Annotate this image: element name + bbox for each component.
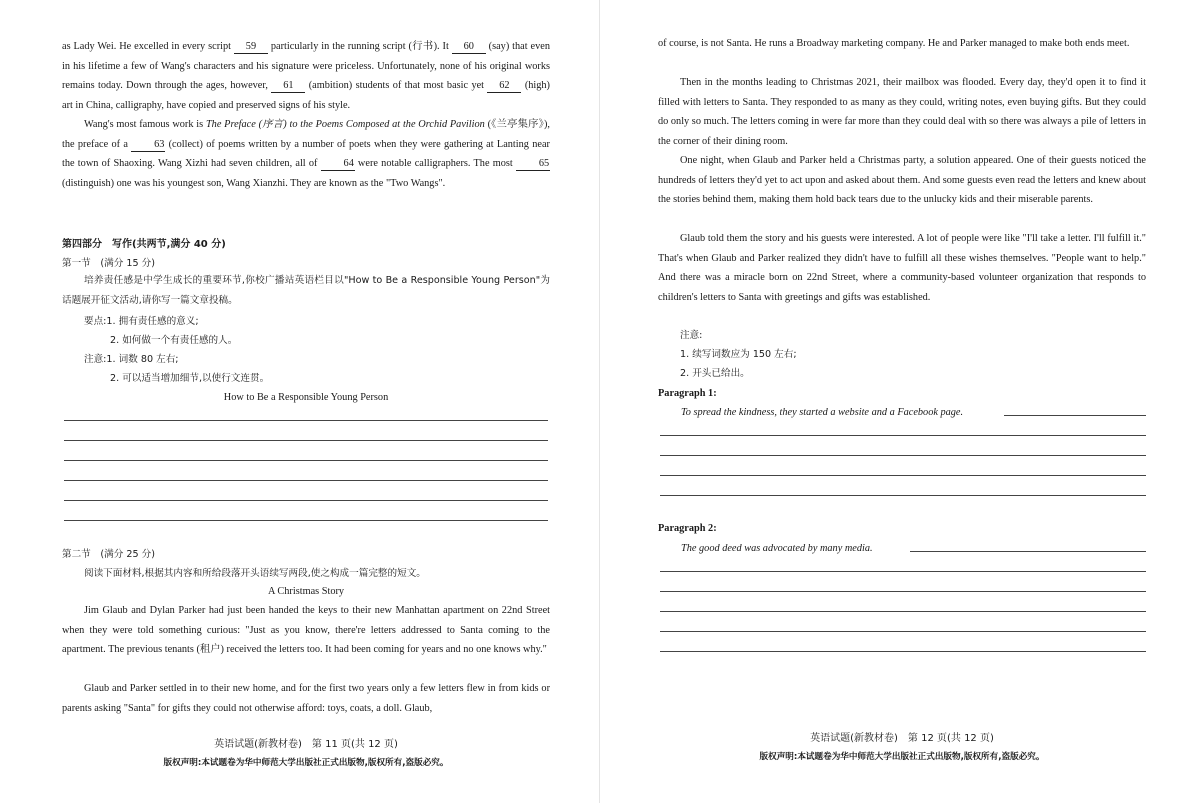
paragraph-1-label: Paragraph 1:	[658, 388, 717, 399]
blank-64[interactable]: 64	[321, 157, 355, 171]
writing-line[interactable]	[660, 475, 1146, 476]
writing-line[interactable]	[64, 520, 548, 521]
essay-title: How to Be a Responsible Young Person	[223, 392, 389, 403]
story-paragraph-3: Then in the months leading to Christmas 2021, their mailbox was flooded. Every day, they'd open it to find it filled with letters to Santa. They responded to as many as they could, writing notes, even buying gifts. But they could do only so much. The letters coming in were far more than they could deal with so there was always a pile of letters in the corner of their dining room.	[658, 77, 1146, 147]
page-footer-right: 英语试题(新教材卷) 第 12 页(共 12 页)	[810, 733, 994, 744]
blank-65[interactable]: 65	[516, 157, 550, 171]
writing-line[interactable]	[1004, 415, 1146, 416]
writing-line[interactable]	[64, 480, 548, 481]
story-paragraph-4: One night, when Glaub and Parker held a Christmas party, a solution appeared. One of their guests noticed the hundreds of letters they'd yet to act upon and asked about them. And some guests even read the letters and knew about the stories behind them, making them hold back tears due to the unlucky kids and their miserable parents.	[658, 155, 1146, 205]
notes-2: 2. 可以适当增加细节,以使行文连贯。	[110, 373, 270, 384]
passage-paragraph-1: as Lady Wei. He excelled in every script 59 particularly in the running script (行书). It 60 (say) that even in his lifetime a few of Wang's characters and his signature were priceless. Unfortunately, none of his original works remains today. Down through the ages, however, 61 (ambition) students of that most basic yet 62 (high) art in China, calligraphy, have copied and preserved signs of his style.	[62, 41, 550, 111]
section2-prompt: 阅读下面材料,根据其内容和所给段落开头语续写两段,使之构成一篇完整的短文。	[84, 568, 426, 579]
page-footer-left: 英语试题(新教材卷) 第 11 页(共 12 页)	[214, 739, 398, 750]
section1-heading: 第一节 (满分 15 分)	[62, 258, 155, 269]
writing-line[interactable]	[64, 500, 548, 501]
story-paragraph-2-continued: of course, is not Santa. He runs a Broadway marketing company. He and Parker managed to make both ends meet.	[658, 38, 1130, 49]
writing-line[interactable]	[660, 495, 1146, 496]
writing-line[interactable]	[660, 435, 1146, 436]
writing-line[interactable]	[660, 631, 1146, 632]
writing-line[interactable]	[910, 551, 1146, 552]
notes-2: 2. 开头已给出。	[680, 368, 750, 379]
blank-63[interactable]: 63	[131, 138, 165, 152]
blank-59[interactable]: 59	[234, 40, 268, 54]
page-divider	[599, 0, 600, 803]
blank-61[interactable]: 61	[271, 79, 305, 93]
writing-line[interactable]	[64, 440, 548, 441]
paragraph-2-start: The good deed was advocated by many media.	[681, 543, 873, 554]
blank-62[interactable]: 62	[487, 79, 521, 93]
notes-label: 注意:	[680, 330, 703, 341]
blank-60[interactable]: 60	[452, 40, 486, 54]
writing-line[interactable]	[660, 455, 1146, 456]
points-2: 2. 如何做一个有责任感的人。	[110, 335, 238, 346]
writing-line[interactable]	[660, 571, 1146, 572]
story-paragraph-1: Jim Glaub and Dylan Parker had just been handed the keys to their new Manhattan apartment on 22nd Street when they were told something curious: "Just as you know, there're letters addressed to Santa coming to the apartment. The previous tenants (租户) received the letters too. It had been coming for years and no one knows why."	[62, 605, 550, 655]
points-1: 要点:1. 拥有责任感的意义;	[84, 316, 199, 327]
part4-heading: 第四部分 写作(共两节,满分 40 分)	[62, 239, 226, 250]
story-paragraph-2: Glaub and Parker settled in to their new home, and for the first two years only a few letters flew in from kids or parents asking "Santa" for gifts they could not otherwise afford: toys, coats, a doll. Glaub,	[62, 683, 550, 714]
copyright-right: 版权声明:本试题卷为华中师范大学出版社正式出版物,版权所有,盗版必究。	[759, 752, 1045, 762]
passage-paragraph-2: Wang's most famous work is The Preface (序言) to the Poems Composed at the Orchid Pavilion (《兰亭集序》), the preface of a 63 (collect) of poems written by a number of poets when they were gathering at Lanting near the town of Shaoxing. Wang Xizhi had seven children, all of 64 were notable calligraphers. The most 65 (distinguish) one was his youngest son, Wang Xianzhi. They are known as the "Two Wangs".	[62, 119, 550, 189]
story-title: A Christmas Story	[267, 586, 345, 597]
section1-prompt: 培养责任感是中学生成长的重要环节,你校广播站英语栏目以"How to Be a Responsible Young Person"为话题展开征文活动,请你写一篇文章投稿。	[62, 275, 550, 306]
writing-line[interactable]	[660, 591, 1146, 592]
notes-1: 1. 续写词数应为 150 左右;	[680, 349, 797, 360]
writing-line[interactable]	[660, 611, 1146, 612]
notes-1: 注意:1. 词数 80 左右;	[84, 354, 179, 365]
work-title: The Preface (序言) to the Poems Composed at the Orchid Pavilion	[205, 119, 485, 130]
section2-heading: 第二节 (满分 25 分)	[62, 549, 155, 560]
story-paragraph-5: Glaub told them the story and his guests were interested. A lot of people were like "I'll take a letter. I'll fulfill it." That's when Glaub and Parker realized they didn't have to fulfill all these wishes themselves. "People want to help." And there was a miracle born on 22nd Street, where a community-based volunteer organization that responds to children's letters to Santa with greetings and gifts was established.	[658, 233, 1146, 303]
paragraph-2-label: Paragraph 2:	[658, 523, 717, 534]
paragraph-1-start: To spread the kindness, they started a website and a Facebook page.	[681, 407, 964, 418]
writing-line[interactable]	[660, 651, 1146, 652]
copyright-left: 版权声明:本试题卷为华中师范大学出版社正式出版物,版权所有,盗版必究。	[163, 758, 449, 768]
writing-line[interactable]	[64, 420, 548, 421]
writing-line[interactable]	[64, 460, 548, 461]
